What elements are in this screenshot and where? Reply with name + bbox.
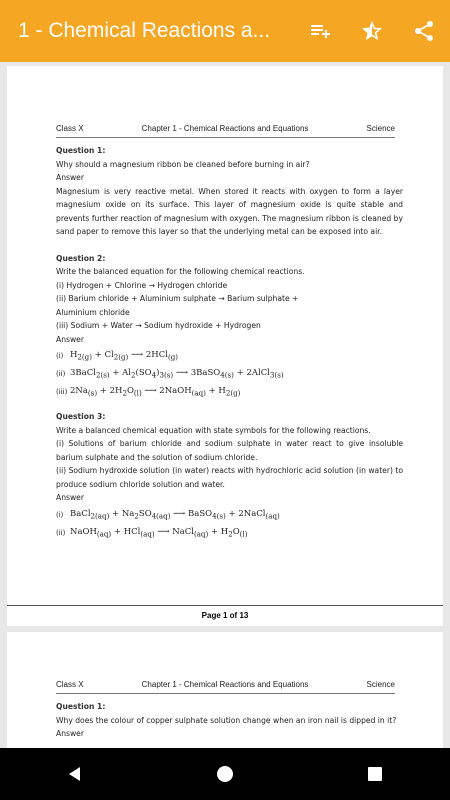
equation: (ii) NaOH$_{(aq)}$ + HCl$_{(aq)}$ ⟶ NaCl$_{(aq)}$ + $H_2O_{(l)}$ (56, 526, 248, 539)
question-2-label: Question 2: (56, 253, 106, 263)
playlist-add-icon (308, 19, 332, 43)
equation-number: (i) (56, 352, 64, 361)
home-button[interactable] (195, 748, 255, 800)
equation: (i) BaCl$_{2(aq)}$ + $Na_2SO_{4(aq)}$ ⟶ BaSO$_{4(s)}$ + 2NaCl$_{(aq)}$ (56, 508, 280, 521)
header-class: Class X (56, 124, 84, 133)
back-button[interactable] (45, 748, 105, 800)
question-1-label: Question 1: (56, 702, 106, 711)
question-2-text: Write the balanced equation for the following chemical reactions. (56, 267, 305, 276)
page-content (56, 700, 403, 741)
question-2-item: (ii) Barium chloride + Aluminium sulphate → Barium sulphate + (56, 294, 299, 303)
equation: (iii) $2Na_{(s)} + 2H_2O_{(l)}$ ⟶ 2NaOH$_{(aq)}$ + $H_{2(g)}$ (56, 386, 241, 399)
recents-button[interactable] (345, 748, 405, 800)
header-subject: Science (366, 124, 395, 133)
question-2-item: (i) Hydrogen + Chlorine → Hydrogen chloride (56, 280, 228, 290)
page-header (56, 680, 395, 689)
back-icon (66, 765, 84, 783)
add-to-list-button[interactable] (294, 0, 346, 62)
equation: (i) $H_{2(g)} + Cl_{2(g)}$ ⟶ 2HCl$_{(g)}$ (56, 350, 178, 363)
page-header (56, 124, 395, 133)
equation-number: (ii) (56, 528, 66, 537)
appbar-actions (294, 0, 450, 62)
recents-icon (366, 765, 384, 783)
pdf-page-1 (7, 66, 443, 626)
question-3-text: Write a balanced chemical equation with state symbols for the following reactions. (56, 425, 371, 435)
equation-number: (i) (56, 510, 64, 519)
question-3-item: (i) Solutions of barium chloride and sodium sulphate in water react to give insoluble barium sulphate and the solution of sodium chloride. (56, 439, 403, 462)
question-2-item: Aluminium chloride (56, 307, 130, 317)
pdf-page-2 (7, 632, 443, 758)
home-icon (215, 764, 235, 784)
question-1-label: Question 1: (56, 146, 106, 155)
question-1-text: Why should a magnesium ribbon be cleaned before burning in air? (56, 159, 310, 169)
equation-number: (iii) (56, 388, 68, 397)
pdf-viewer[interactable] (0, 62, 450, 758)
answer-label: Answer (56, 334, 84, 344)
answer-label: Answer (56, 173, 84, 182)
question-1-text: Why does the colour of copper sulphate solution change when an iron nail is dipped in it? (56, 715, 397, 725)
footer-divider (7, 605, 443, 606)
answer-label: Answer (56, 493, 84, 502)
share-icon (412, 19, 436, 43)
equation: (ii) 3BaCl$_{2(s)}$ + $Al_2(SO_4)_{3(s)}$ ⟶ 3BaSO$_{4(s)}$ + 2AlCl$_{3(s)}$ (56, 368, 284, 381)
header-chapter: Chapter 1 - Chemical Reactions and Equations (141, 124, 309, 133)
answer-label: Answer (56, 729, 84, 738)
question-2-item: (iii) Sodium + Water → Sodium hydroxide + Hydrogen (56, 321, 261, 330)
star-half-icon (360, 19, 384, 43)
system-nav-bar (0, 748, 450, 800)
share-button[interactable] (398, 0, 450, 62)
page-number: Page 1 of 13 (201, 611, 249, 620)
favorite-button[interactable] (346, 0, 398, 62)
page-content (56, 144, 403, 543)
app-bar (0, 0, 450, 62)
question-3-label: Question 3: (56, 412, 106, 421)
header-class: Class X (56, 680, 84, 689)
header-divider (56, 137, 395, 138)
question-3-item: (ii) Sodium hydroxide solution (in water) reacts with hydrochloric acid solution (in water) to produce sodium chloride solution and water. (56, 466, 403, 489)
header-chapter: Chapter 1 - Chemical Reactions and Equations (141, 680, 309, 689)
header-subject: Science (366, 680, 395, 689)
answer-1-text: Magnesium is very reactive metal. When stored it reacts with oxygen to form a layer magnesium oxide on its surface. This layer of magnesium oxide is quite stable and prevents further reaction of magnesium with oxygen. The magnesium ribbon is cleaned by sand paper to remove this layer so that the underlying metal can be exposed into air. (56, 186, 403, 236)
header-divider (56, 693, 395, 694)
document-title: 1 - Chemical Reactions a... (18, 19, 271, 42)
equation-number: (ii) (56, 370, 66, 379)
